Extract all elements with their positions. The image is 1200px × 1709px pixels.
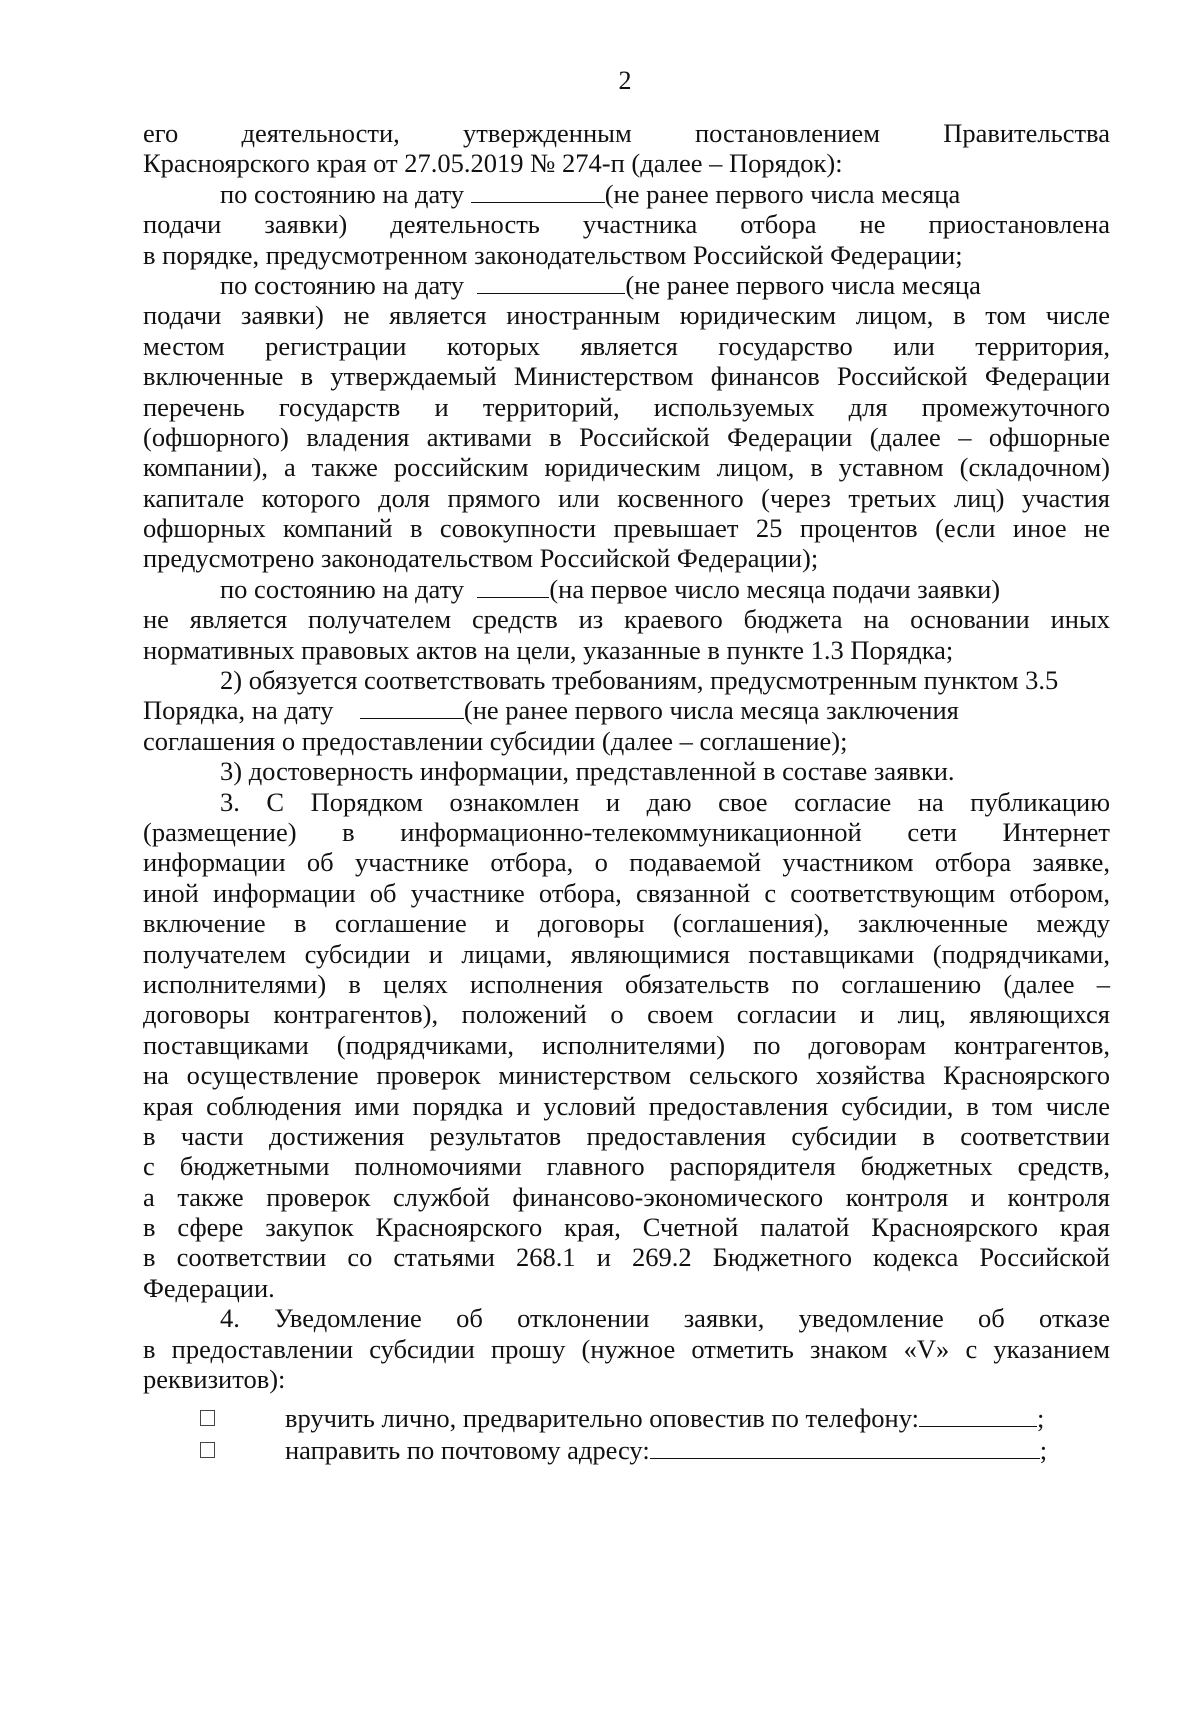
text-line: в соответствии со статьями 268.1 и 269.2 Бюджетного кодекса Российской	[143, 1242, 1110, 1273]
date-line: Порядка, на дату (не ранее первого числа месяца заключения	[143, 695, 959, 726]
text-line: получателем субсидии и лицами, являющимися поставщиками (подрядчиками,	[143, 938, 1110, 969]
date-blank[interactable]	[360, 697, 464, 719]
text-line: 4. Уведомление об отклонении заявки, уведомление об отказе	[220, 1303, 1110, 1334]
text-line: Красноярского края от 27.05.2019 № 274-п (далее – Порядок):	[143, 148, 843, 179]
date-blank[interactable]	[477, 576, 549, 598]
text-line: договоры контрагентов), положений о своем согласии и лиц, являющихся	[143, 999, 1110, 1030]
text-line: в части достижения результатов предоставления субсидии в соответствии	[143, 1120, 1110, 1151]
text-line: 3) достоверность информации, представленной в составе заявки.	[220, 756, 955, 787]
text-line: соглашения о предоставлении субсидии (далее – соглашение);	[143, 725, 848, 756]
checkbox[interactable]	[200, 1410, 215, 1426]
text-line: информации об участнике отбора, о подаваемой участником отбора заявке,	[143, 847, 1110, 878]
text-line: Федерации.	[143, 1272, 275, 1303]
date-blank[interactable]	[471, 181, 605, 203]
text-line: его деятельности, утвержденным постановлением Правительства	[143, 118, 1110, 148]
text-line: края соблюдения ими порядка и условий предоставления субсидии, в том числе	[143, 1090, 1110, 1121]
text-line: (размещение) в информационно-телекоммуникационной сети Интернет	[143, 816, 1110, 847]
text-line: а также проверок службой финансово-экономического контроля и контроля	[143, 1181, 1110, 1212]
option-send-by-mail: направить по почтовому адресу: ;	[143, 1434, 1110, 1466]
phone-blank[interactable]	[919, 1405, 1037, 1427]
text-line: офшорных компаний в совокупности превышает 25 процентов (если иное не	[143, 513, 1110, 544]
text-line: в сфере закупок Красноярского края, Счетной палатой Красноярского края	[143, 1212, 1110, 1243]
text-line: не является получателем средств из краевого бюджета на основании иных	[143, 604, 1110, 635]
text-line: перечень государств и территорий, используемых для промежуточного	[143, 391, 1110, 422]
text-line: (офшорного) владения активами в Российской Федерации (далее – офшорные	[143, 421, 1110, 452]
text-line: с бюджетными полномочиями главного распорядителя бюджетных средств,	[143, 1151, 1110, 1182]
text-line: включенные в утверждаемый Министерством финансов Российской Федерации	[143, 361, 1110, 392]
text-line: компании), а также российским юридическим лицом, в уставном (складочном)	[143, 452, 1110, 483]
text-line: реквизитов):	[143, 1364, 286, 1395]
date-line: по состоянию на дату (на первое число месяца подачи заявки)	[220, 573, 1001, 604]
page-number: 2	[618, 66, 632, 95]
date-line: по состоянию на дату (не ранее первого числа месяца	[220, 178, 961, 209]
document-body	[143, 118, 1110, 1466]
text-line: на осуществление проверок министерством сельского хозяйства Красноярского	[143, 1060, 1110, 1091]
text-line: подачи заявки) не является иностранным юридическим лицом, в том числе	[143, 300, 1110, 331]
text-line: нормативных правовых актов на цели, указанные в пункте 1.3 Порядка;	[143, 634, 954, 665]
text-line: иной информации об участнике отбора, связанной с соответствующим отбором,	[143, 877, 1110, 908]
text-line: включение в соглашение и договоры (соглашения), заключенные между	[143, 908, 1110, 939]
date-line: по состоянию на дату (не ранее первого числа месяца	[220, 269, 981, 300]
text-line: поставщиками (подрядчиками, исполнителями) по договорам контрагентов,	[143, 1029, 1110, 1060]
address-blank[interactable]	[650, 1437, 1040, 1459]
option-deliver-personally: вручить лично, предварительно оповестив по телефону: ;	[143, 1402, 1110, 1434]
text-line: капитале которого доля прямого или косвенного (через третьих лиц) участия	[143, 482, 1110, 513]
text-line: 3. С Порядком ознакомлен и даю свое согласие на публикацию	[220, 786, 1110, 817]
text-line: в порядке, предусмотренном законодательством Российской Федерации;	[143, 239, 963, 270]
date-blank[interactable]	[477, 272, 625, 294]
text-line: подачи заявки) деятельность участника отбора не приостановлена	[143, 209, 1110, 240]
text-line: в предоставлении субсидии прошу (нужное отметить знаком «V» с указанием	[143, 1333, 1110, 1364]
text-line: местом регистрации которых является государство или территория,	[143, 330, 1110, 361]
checkbox[interactable]	[200, 1442, 215, 1458]
text-line: исполнителями) в целях исполнения обязательств по соглашению (далее –	[143, 968, 1110, 999]
text-line: предусмотрено законодательством Российской Федерации);	[143, 543, 819, 574]
text-line: 2) обязуется соответствовать требованиям, предусмотренным пунктом 3.5	[220, 665, 1059, 696]
